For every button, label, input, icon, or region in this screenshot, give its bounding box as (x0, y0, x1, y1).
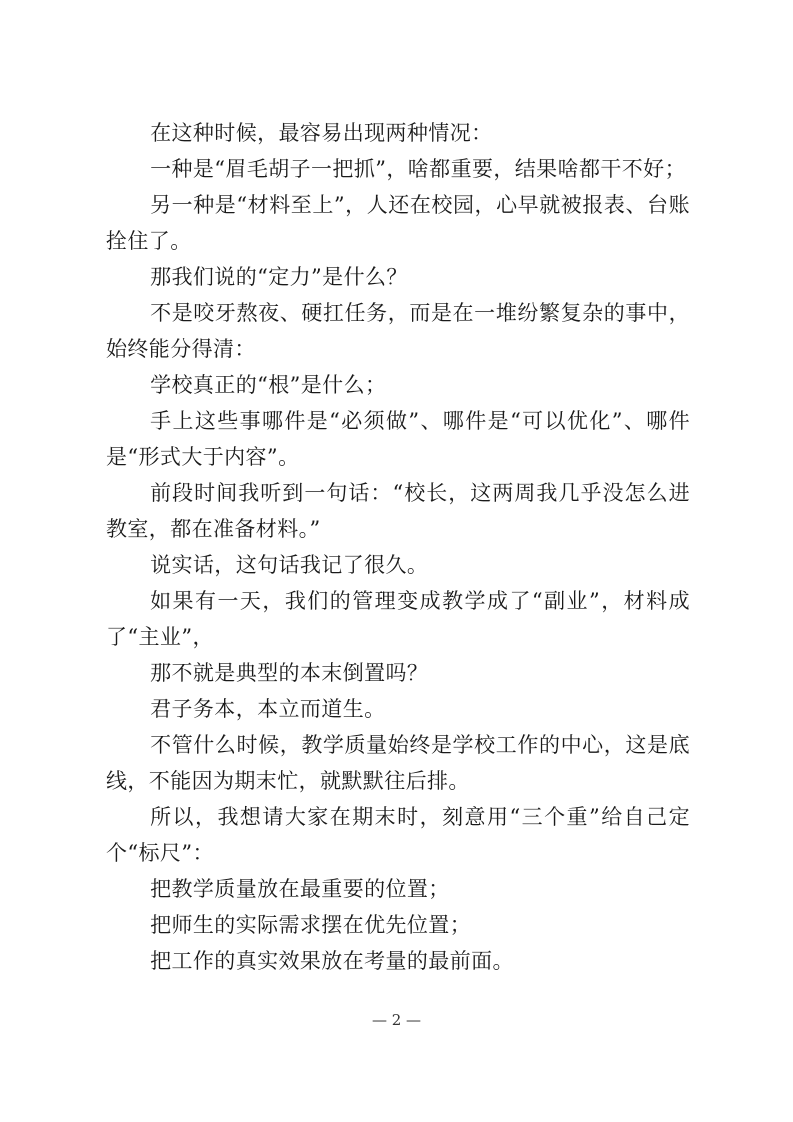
paragraph: 把师生的实际需求摆在优先位置； (150, 913, 472, 937)
paragraph: 把工作的真实效果放在考量的最前面。 (150, 949, 514, 973)
paragraph: 不管什么时候，教学质量始终是学校工作的中心，这是底线，不能因为期末忙，就默默往后排。 (106, 733, 690, 793)
paragraph: 君子务本，本立而道生。 (150, 697, 386, 721)
paragraph: 另一种是“材料至上”，人还在校园，心早就被报表、台账拴住了。 (106, 193, 690, 253)
body-text (106, 115, 690, 979)
paragraph: 在这种时候，最容易出现两种情况： (150, 121, 493, 145)
page-number: — 2 — (371, 1011, 422, 1029)
paragraph: 那不就是典型的本末倒置吗？ (150, 661, 429, 685)
paragraph: 一种是“眉毛胡子一把抓”，啥都重要，结果啥都干不好； (150, 157, 686, 181)
paragraph: 如果有一天，我们的管理变成教学成了“副业”，材料成了“主业”， (106, 589, 690, 649)
paragraph: 学校真正的“根”是什么； (150, 373, 387, 397)
paragraph: 那我们说的“定力”是什么？ (150, 265, 408, 289)
paragraph: 前段时间我听到一句话：“校长，这两周我几乎没怎么进教室，都在准备材料。” (106, 481, 690, 541)
paragraph: 手上这些事哪件是“必须做”、哪件是“可以优化”、哪件是“形式大于内容”。 (106, 409, 690, 469)
paragraph: 不是咬牙熬夜、硬扛任务，而是在一堆纷繁复杂的事中，始终能分得清： (106, 301, 690, 361)
paragraph: 所以，我想请大家在期末时，刻意用“三个重”给自己定个“标尺”： (106, 805, 690, 865)
paragraph: 说实话，这句话我记了很久。 (150, 553, 429, 577)
paragraph: 把教学质量放在最重要的位置； (150, 877, 450, 901)
